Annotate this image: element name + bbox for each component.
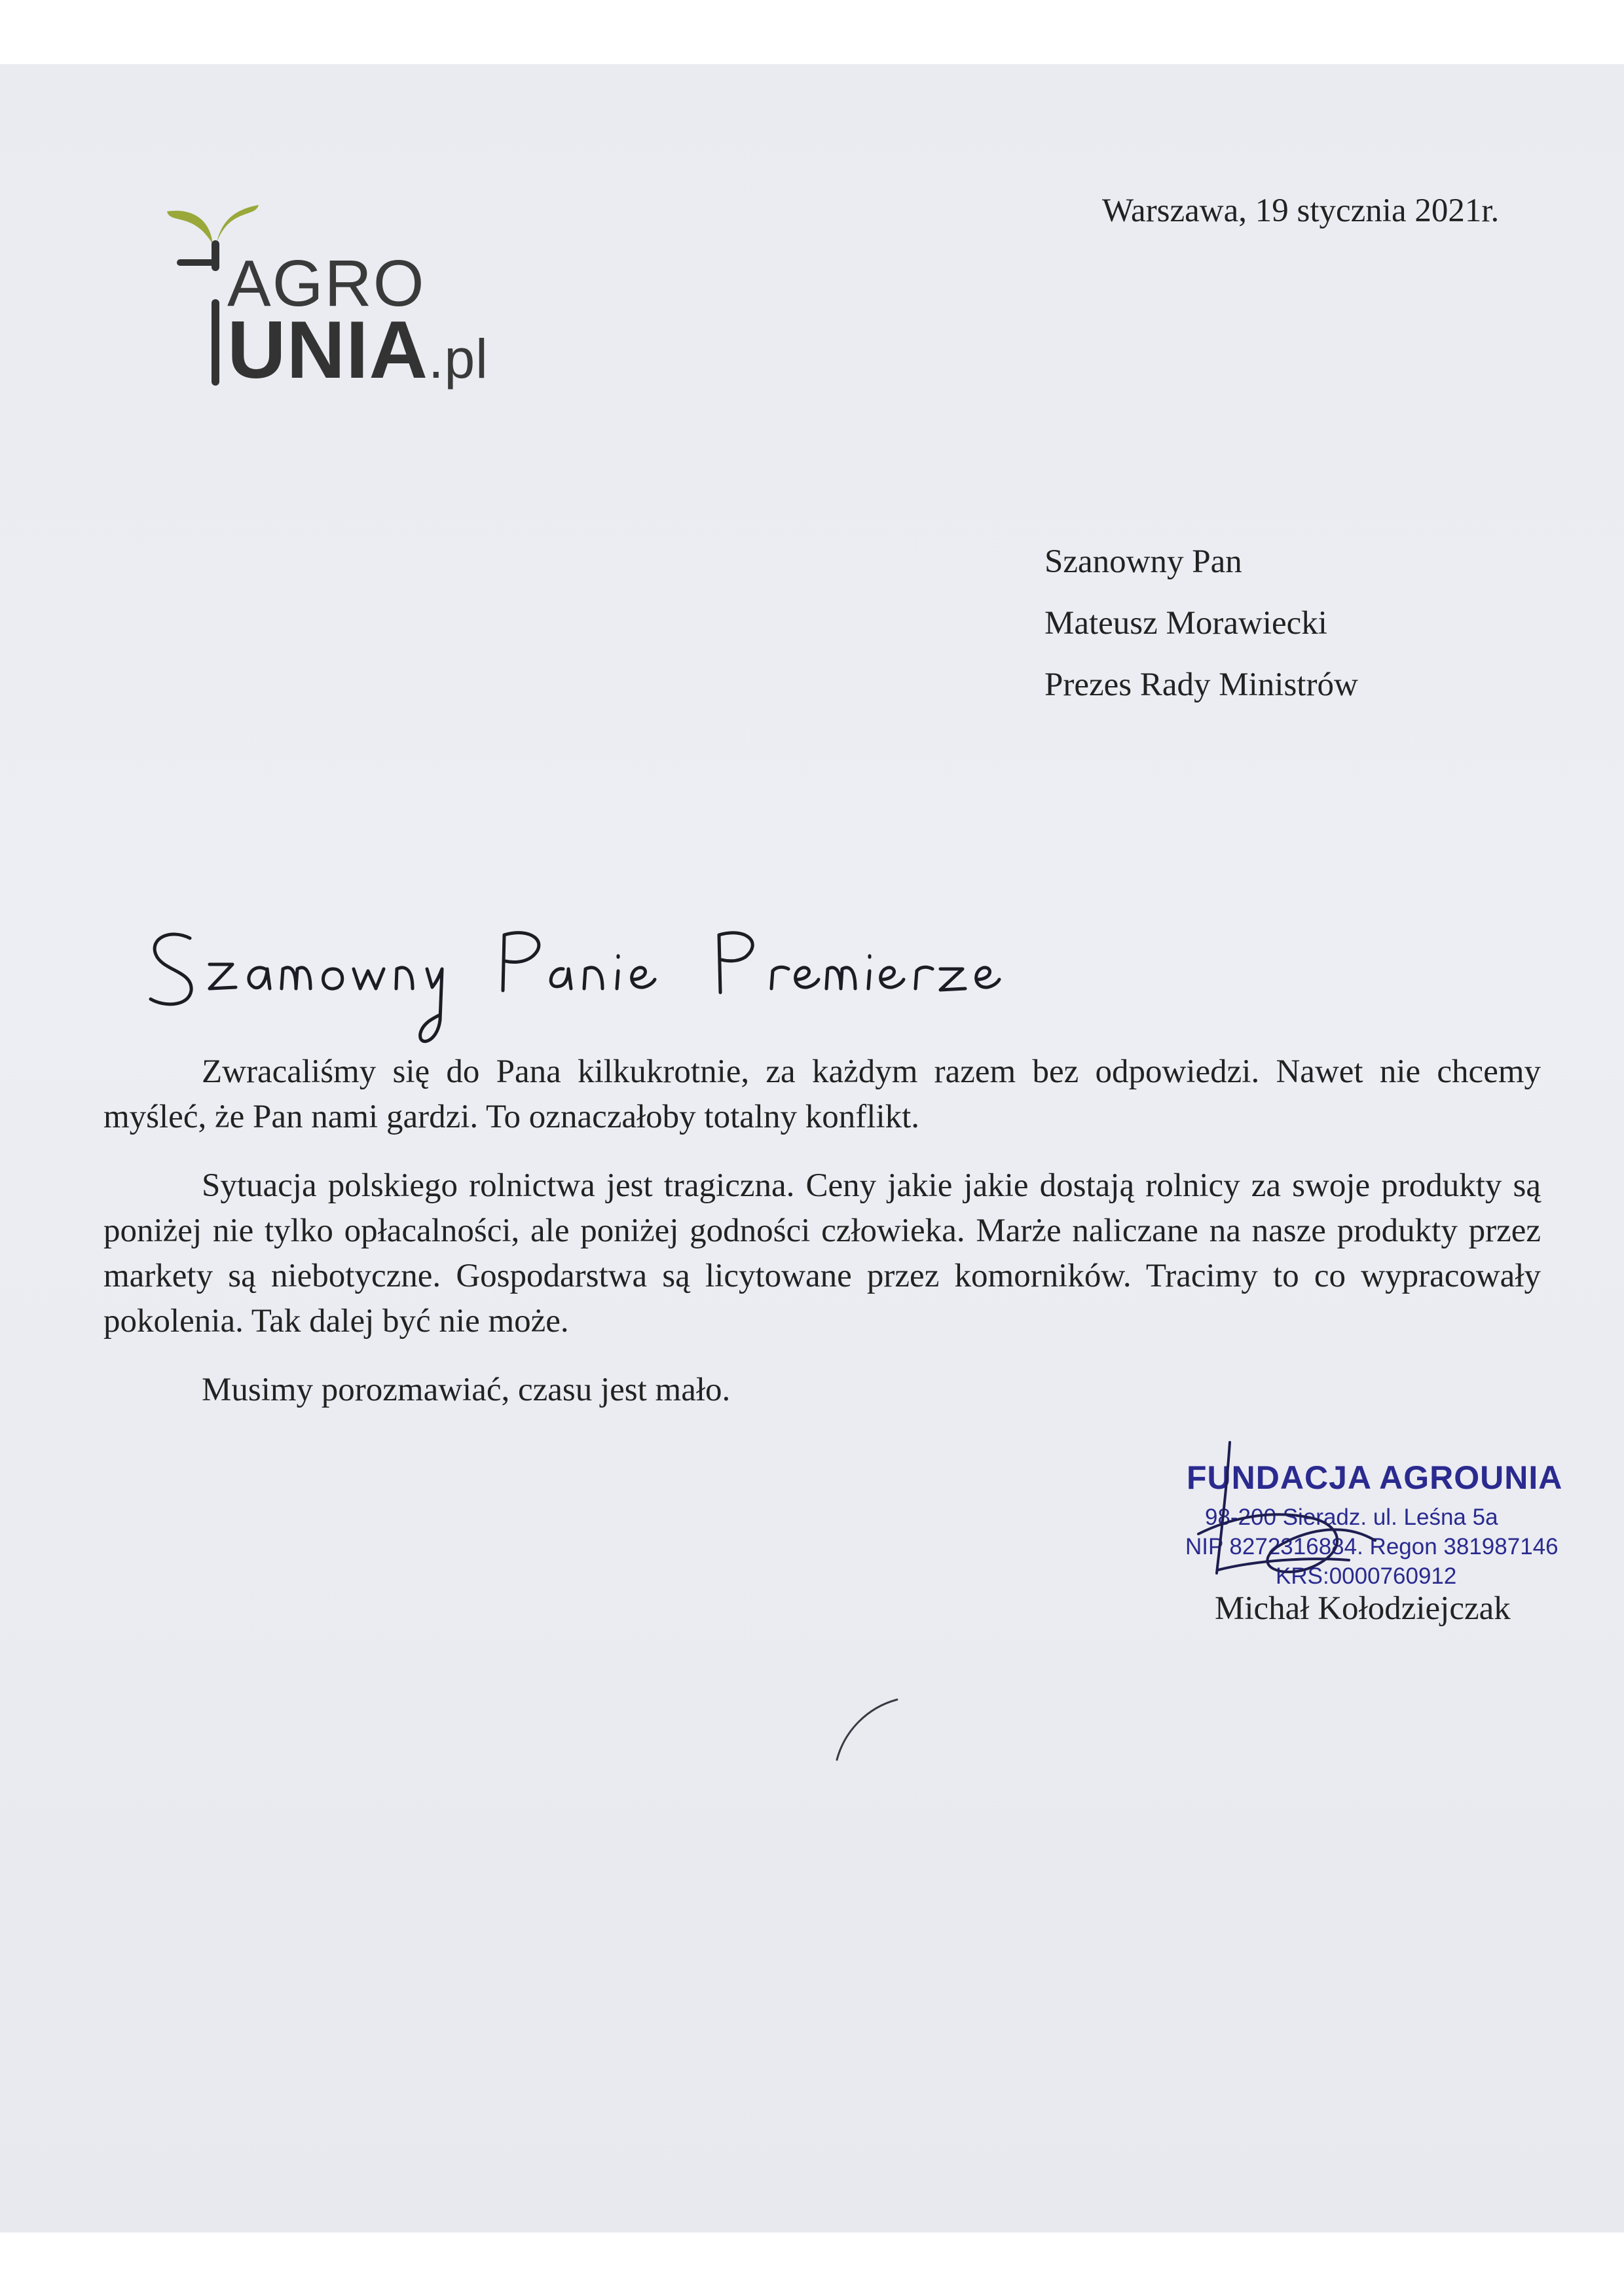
agrounia-logo — [167, 205, 521, 401]
logo-text-agro: AGRO — [227, 247, 426, 320]
handwritten-salutation — [144, 909, 1022, 1066]
stamp-krs: KRS:0000760912 — [1276, 1563, 1457, 1589]
recipient-line: Mateusz Morawiecki — [1044, 605, 1327, 642]
letter-body — [103, 1049, 1541, 1436]
recipient-line: Szanowny Pan — [1044, 543, 1242, 580]
logo-domain: .pl — [428, 328, 489, 390]
signer-name: Michał Kołodziejczak — [1215, 1590, 1511, 1627]
letter-sheet — [0, 64, 1624, 2232]
stamp-title: FUNDACJA AGROUNIA — [1187, 1459, 1563, 1496]
body-paragraph: Zwracaliśmy się do Pana kilkukrotnie, za każdym razem bez odpowiedzi. Nawet nie chcemy myśleć, że Pan nami gardzi. To oznaczałoby totalny konflikt. — [103, 1053, 1541, 1135]
stray-pen-mark — [832, 1694, 904, 1766]
logo-unia-word: UNIA — [227, 305, 429, 395]
body-paragraph: Sytuacja polskiego rolnictwa jest tragiczna. Ceny jakie jakie dostają rolnicy za swoje produkty są poniżej nie tylko opłacalności, ale poniżej godności człowieka. Marże naliczane na nasze produkty przez markety są niebotyczne. Gospodarstwa są licytowane przez komorników. Tracimy to co wypracowały pokolenia. Tak dalej być nie może. — [103, 1167, 1541, 1339]
logo-text-unia — [227, 305, 489, 395]
stamp-address: 98-200 Sieradz. ul. Leśna 5a — [1205, 1504, 1498, 1530]
date-line: Warszawa, 19 stycznia 2021r. — [1102, 192, 1500, 229]
recipient-line: Prezes Rady Ministrów — [1044, 666, 1358, 703]
recipient-block — [1044, 542, 1358, 727]
body-paragraph: Musimy porozmawiać, czasu jest mało. — [202, 1372, 731, 1408]
stamp-ids: NIP 8272316884. Regon 381987146 — [1185, 1534, 1559, 1559]
